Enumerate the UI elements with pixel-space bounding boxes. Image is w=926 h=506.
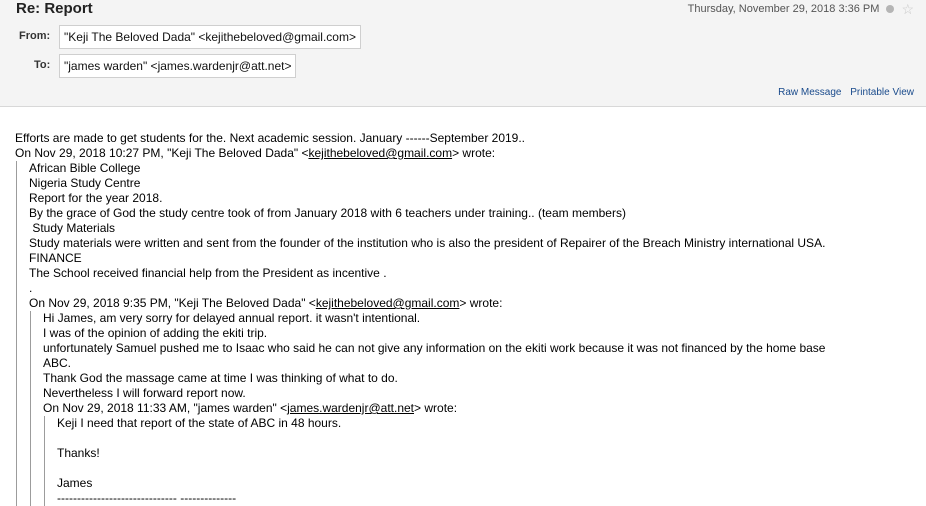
quote-line: The School received financial help from the President as incentive . <box>29 266 387 280</box>
quote-level-3 <box>44 416 926 506</box>
date-area <box>687 0 914 17</box>
quote-line: Thank God the massage came at time I was thinking of what to do. <box>43 371 398 385</box>
blank-line <box>57 431 926 446</box>
quote-line: Keji I need that report of the state of ABC in 48 hours. <box>57 416 342 430</box>
blank-line <box>57 461 926 476</box>
quote-attribution-1: On Nov 29, 2018 10:27 PM, "Keji The Beloved Dada" <kejithebeloved@gmail.com> wrote: <box>15 146 496 160</box>
status-dot-icon[interactable] <box>886 5 894 13</box>
message-date: Thursday, November 29, 2018 3:36 PM <box>687 3 880 15</box>
message-links <box>772 87 914 98</box>
from-field[interactable]: "Keji The Beloved Dada" <kejithebeloved@gmail.com> <box>59 25 361 49</box>
quote-line: Report for the year 2018. <box>29 191 163 205</box>
message-body <box>15 131 926 506</box>
quote-line: Nigeria Study Centre <box>29 176 141 190</box>
message-header <box>0 0 926 107</box>
quote-attribution-3: On Nov 29, 2018 11:33 AM, "james warden" <james.wardenjr@att.net> wrote: <box>43 401 458 415</box>
quote-level-1 <box>16 161 926 506</box>
message-subject: Re: Report <box>16 0 93 17</box>
quote-line: Nevertheless I will forward report now. <box>43 386 246 400</box>
quote-line: James <box>57 476 93 490</box>
email-link-3[interactable]: james.wardenjr@att.net <box>287 401 415 415</box>
email-link-2[interactable]: kejithebeloved@gmail.com <box>315 296 460 310</box>
quote-line: ABC. <box>43 356 72 370</box>
quote-line: . <box>29 281 33 295</box>
raw-message-link[interactable]: Raw Message <box>778 87 842 98</box>
quote-line: By the grace of God the study centre took of from January 2018 with 6 teachers under training.. (team members) <box>29 206 626 220</box>
separator-line: ------------------------------ -------------- <box>57 491 237 505</box>
from-label: From: <box>19 30 51 42</box>
quote-line: unfortunately Samuel pushed me to Isaac who said he can not give any information on the ekiti work because it was not financed by the home base <box>43 341 826 355</box>
intro-text: Efforts are made to get students for the. Next academic session. January ------September 2019.. <box>15 131 526 145</box>
quote-line: I was of the opinion of adding the ekiti trip. <box>43 326 268 340</box>
printable-view-link[interactable]: Printable View <box>850 87 914 98</box>
quote-level-2 <box>30 311 926 506</box>
to-field[interactable]: "james warden" <james.wardenjr@att.net> <box>59 54 296 78</box>
quote-line: FINANCE <box>29 251 82 265</box>
to-label: To: <box>34 59 51 71</box>
quote-line: Study materials were written and sent from the founder of the institution who is also the president of Repairer of the Breach Ministry international USA. <box>29 236 826 250</box>
star-icon[interactable]: ☆ <box>901 0 914 17</box>
quote-line: African Bible College <box>29 161 141 175</box>
quote-line: Study Materials <box>29 221 116 235</box>
quote-line: Hi James, am very sorry for delayed annual report. it wasn't intentional. <box>43 311 421 325</box>
email-link-1[interactable]: kejithebeloved@gmail.com <box>308 146 453 160</box>
quote-line: Thanks! <box>57 446 100 460</box>
quote-attribution-2: On Nov 29, 2018 9:35 PM, "Keji The Beloved Dada" <kejithebeloved@gmail.com> wrote: <box>29 296 503 310</box>
